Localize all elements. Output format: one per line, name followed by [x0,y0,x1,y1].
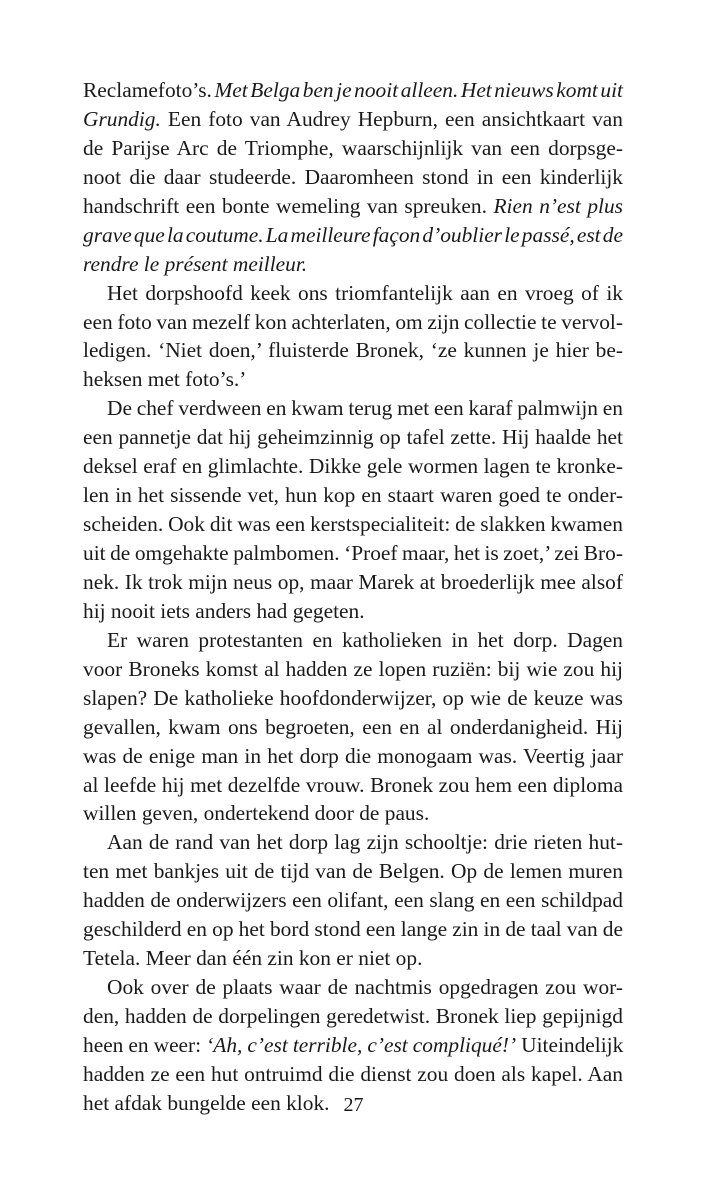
text-segment: Ook over de plaats waar de nachtmis opgedragen zou wor- [107,975,623,1000]
text-line [83,308,623,337]
text-line [83,76,623,105]
text-segment: gevallen, kwam ons begroeten, een en al onderdanigheid. Hij [83,714,623,739]
text-segment: Reclamefoto’s. [83,78,215,102]
text-line [83,713,623,742]
text-line [83,250,623,279]
text-line [83,799,623,828]
italic-text: rendre le présent meilleur. [83,251,308,276]
text-line [83,423,623,452]
text-line [83,394,623,423]
text-line [83,684,623,713]
text-segment: nek. Ik trok mijn neus op, maar Marek at broederlijk mee alsof [83,569,623,594]
text-segment: geschilderd en op het bord stond een lange zin in de taal van de [83,917,623,942]
text-line [83,828,623,857]
text-line [83,105,623,134]
text-segment: hij nooit iets anders had gegeten. [83,598,365,623]
text-line [83,279,623,308]
body-text [83,76,623,1118]
text-segment: Tetela. Meer dan één zin kon er niet op. [83,946,423,971]
text-segment: het afdak bungelde een klok. [83,1090,330,1115]
text-segment: noot die daar studeerde. Daaromheen stond in een kinderlijk [83,164,623,189]
text-line [83,481,623,510]
text-line [83,568,623,597]
text-line [83,597,623,626]
italic-text: Met Belga ben je nooit alleen. Het nieuws komt uit [214,78,624,102]
text-segment: Het dorpshoofd keek ons triomfantelijk aan en vroeg of ik [107,280,623,305]
paragraph [83,279,623,395]
text-segment: de Parijse Arc de Triomphe, waarschijnlijk van een dorpsge- [83,135,623,160]
page-number: 27 [343,1094,364,1116]
text-segment: uit de omgehakte palmbomen. ‘Proef maar, het is zoet,’ zei Bro- [83,541,623,565]
text-line [83,452,623,481]
paragraph [83,394,623,626]
paragraph [83,828,623,973]
text-segment: len in het sissende vet, hun kop en staart waren goed te onder- [83,483,623,508]
paragraph [83,76,623,279]
text-line [83,915,623,944]
text-segment: slapen? De katholieke hoofdonderwijzer, op wie de keuze was [83,685,623,710]
text-segment: heksen met foto’s.’ [83,367,247,392]
text-line [83,1002,623,1031]
text-line [83,192,623,221]
text-line [83,771,623,800]
text-line [83,539,623,568]
italic-text: grave que la coutume. La meilleure façon d’oublier le passé, est de [83,222,623,247]
text-segment: Aan de rand van het dorp lag zijn schooltje: drie rieten hut- [107,830,623,855]
text-line [83,365,623,394]
text-line [83,742,623,771]
text-segment: Een foto van Audrey Hepburn, een ansichtkaart van [160,106,623,131]
text-segment: hadden ze een hut ontruimd die dienst zou doen als kapel. Aan [83,1061,623,1086]
text-segment: handschrift een bonte wemeling van spreuken. [83,193,494,218]
text-segment: ledigen. ‘Niet doen,’ fluisterde Bronek, ‘ze kunnen je hier be- [83,338,623,363]
text-segment: was de enige man in het dorp die monogaam was. Veertig jaar [83,743,623,768]
text-line [83,510,623,539]
text-segment: scheiden. Ook dit was een kerstspecialiteit: de slakken kwamen [83,512,623,537]
text-segment: een pannetje dat hij geheimzinnig op tafel zette. Hij haalde het [83,425,623,450]
text-line [83,1031,623,1060]
italic-text: Grundig. [83,106,161,131]
text-segment: al leefde hij met dezelfde vrouw. Bronek zou hem een diploma [83,772,623,797]
text-segment: een foto van mezelf kon achterlaten, om zijn collectie te vervol- [83,309,623,334]
paragraph [83,626,623,829]
text-line [83,336,623,365]
text-segment: De chef verdween en kwam terug met een karaf palmwijn en [107,396,623,421]
italic-text: ‘Ah, c’est terrible, c’est compliqué!’ [206,1032,517,1057]
text-line [83,886,623,915]
text-segment: heen en weer: [83,1032,207,1057]
text-segment: willen geven, ondertekend door de paus. [83,801,430,826]
text-line [83,134,623,163]
text-segment: ten met bankjes uit de tijd van de Belgen. Op de lemen muren [83,859,623,884]
text-line [83,655,623,684]
text-segment: Uiteindelijk [516,1032,624,1057]
text-segment: deksel eraf en glimlachte. Dikke gele wormen lagen te kronke- [83,454,623,479]
italic-text: Rien n’est plus [493,193,623,218]
text-line [83,626,623,655]
text-line [83,944,623,973]
text-segment: den, hadden de dorpelingen geredetwist. Bronek liep gepijnigd [83,1004,623,1028]
text-line [83,857,623,886]
text-line [83,221,623,250]
text-segment: Er waren protestanten en katholieken in het dorp. Dagen [107,627,623,652]
text-segment: hadden de onderwijzers een olifant, een slang en een schildpad [83,888,623,913]
text-line [83,163,623,192]
text-line [83,1060,623,1089]
text-segment: voor Broneks komst al hadden ze lopen ruziën: bij wie zou hij [83,656,623,681]
text-line [83,973,623,1002]
